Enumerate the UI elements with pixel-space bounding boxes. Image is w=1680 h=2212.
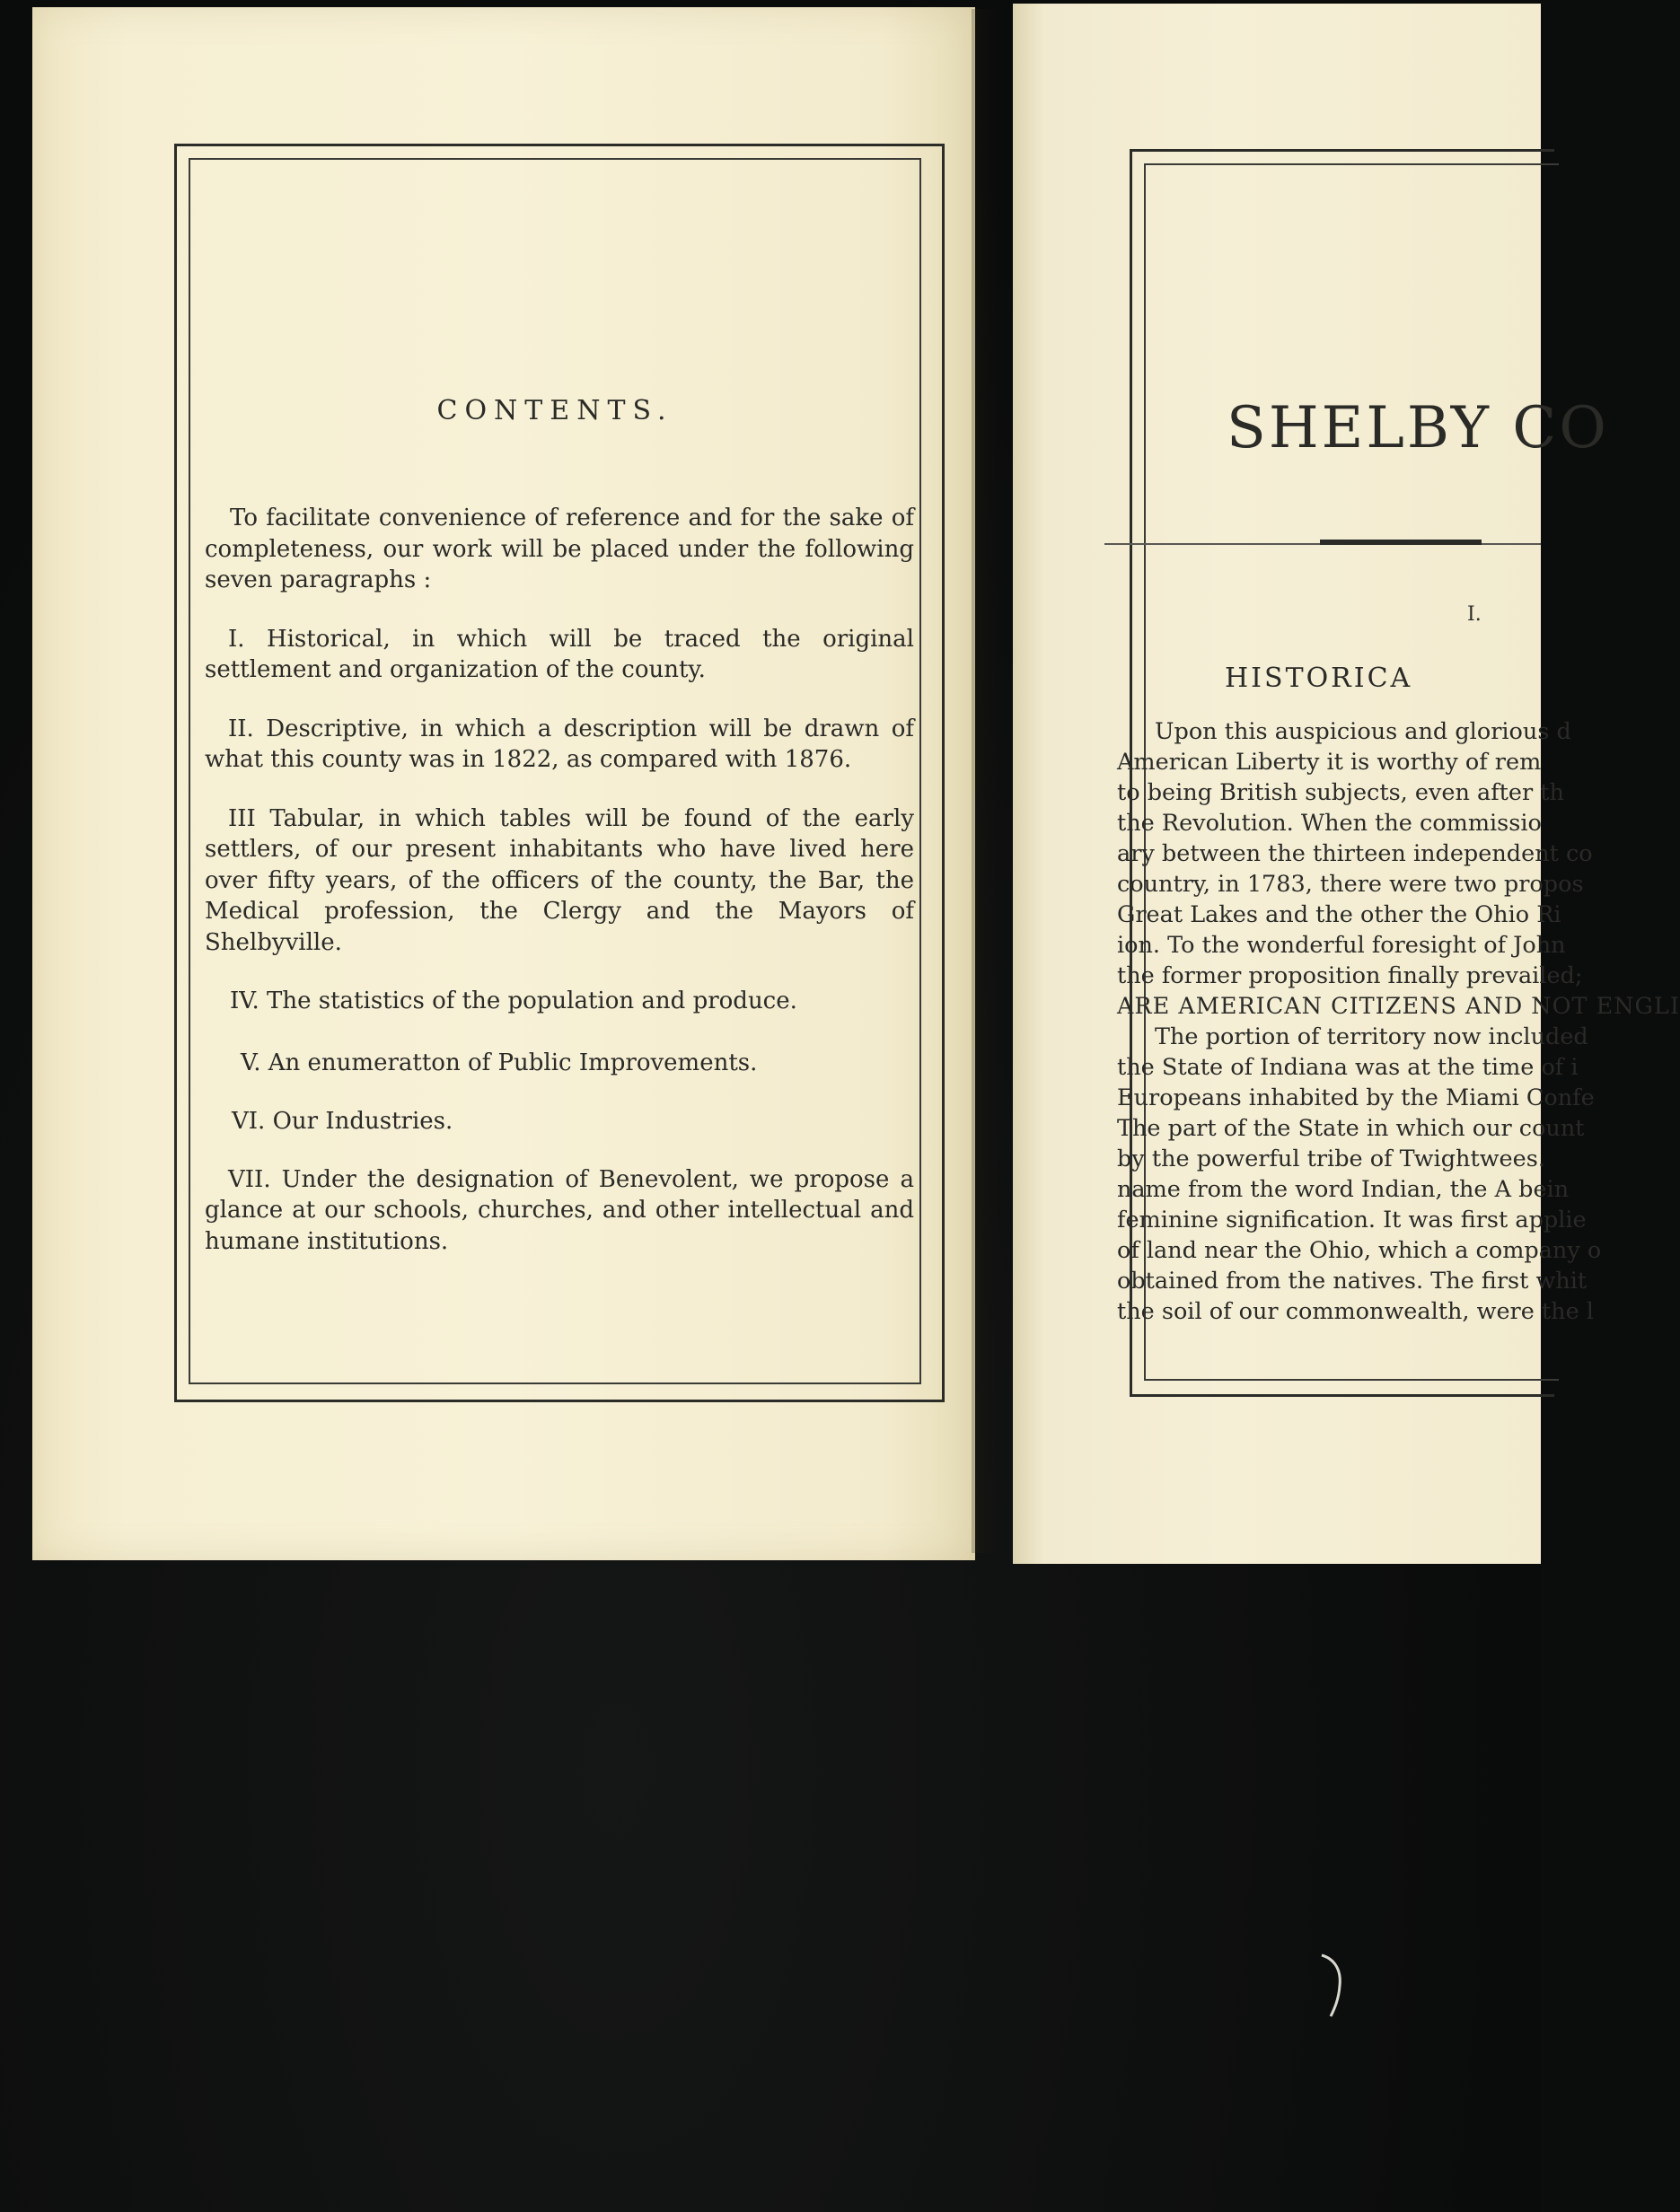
text-line: to being British subjects, even after th <box>1117 779 1564 806</box>
text-line: Upon this auspicious and glorious d <box>1155 718 1571 745</box>
text-line: Europeans inhabited by the Miami Confe <box>1117 1084 1595 1111</box>
contents-item-improvements: V. An enumeratton of Public Improvements. <box>241 1049 758 1076</box>
contents-item-historical: I. Historical, in which will be traced the original settlement and organization of the county. <box>205 625 914 683</box>
section-number: I. <box>1467 603 1482 626</box>
text-line: feminine signification. It was first applie <box>1117 1207 1587 1233</box>
text-line: ion. To the wonderful foresight of John <box>1117 932 1566 959</box>
right-body-clip <box>1117 716 1680 1399</box>
text-line: ARE AMERICAN CITIZENS AND NOT ENGLI <box>1117 993 1680 1020</box>
left-page <box>32 7 975 1560</box>
text-line: The portion of territory now included <box>1155 1023 1588 1050</box>
text-line: the Revolution. When the commissio <box>1117 810 1542 837</box>
contents-item-statistics: IV. The statistics of the population and produce. <box>230 988 797 1014</box>
contents-heading: CONTENTS. <box>436 395 673 426</box>
title-rule-bold <box>1320 540 1482 545</box>
text-line: the soil of our commonwealth, were the l <box>1117 1298 1594 1325</box>
text-line: by the powerful tribe of Twightwees. <box>1117 1146 1545 1172</box>
contents-item-industries: VI. Our Industries. <box>232 1108 453 1135</box>
contents-item-tabular: III Tabular, in which tables will be found of the early settlers, of our present inhabitants who have lived here over fifty years, of the officers of the county, the Bar, the Medical profession, the Clergy and the Mayors of Shelbyville. <box>205 804 914 956</box>
scan-artifact-mark <box>1318 1950 1354 2022</box>
text-line: The part of the State in which our count <box>1117 1115 1585 1142</box>
contents-list <box>205 503 914 1257</box>
history-text <box>1117 716 1680 1327</box>
text-line: obtained from the natives. The first whit <box>1117 1268 1588 1295</box>
text-line: the former proposition finally prevailed; <box>1117 962 1583 989</box>
text-line: of land near the Ohio, which a company o <box>1117 1237 1602 1264</box>
book-title: SHELBY CO <box>1227 395 1609 461</box>
text-line: American Liberty it is worthy of rem <box>1117 749 1542 776</box>
text-line: country, in 1783, there were two propos <box>1117 871 1584 898</box>
text-line: Great Lakes and the other the Ohio Ri <box>1117 901 1561 928</box>
text-line: ary between the thirteen independent co <box>1117 840 1593 867</box>
section-heading: HISTORICA <box>1225 663 1413 694</box>
text-line: name from the word Indian, the A bein <box>1117 1176 1570 1203</box>
book-gutter <box>972 9 1016 1553</box>
contents-intro: To facilitate convenience of reference and for the sake of completeness, our work will be placed under the following seven paragraphs : <box>205 505 914 593</box>
text-line: the State of Indiana was at the time of i <box>1117 1054 1579 1081</box>
contents-item-benevolent: VII. Under the designation of Benevolent, we propose a glance at our schools, churches, and other intellectual and humane institutions. <box>205 1165 914 1255</box>
contents-item-descriptive: II. Descriptive, in which a description will be drawn of what this county was in 1822, as compared with 1876. <box>205 715 914 773</box>
